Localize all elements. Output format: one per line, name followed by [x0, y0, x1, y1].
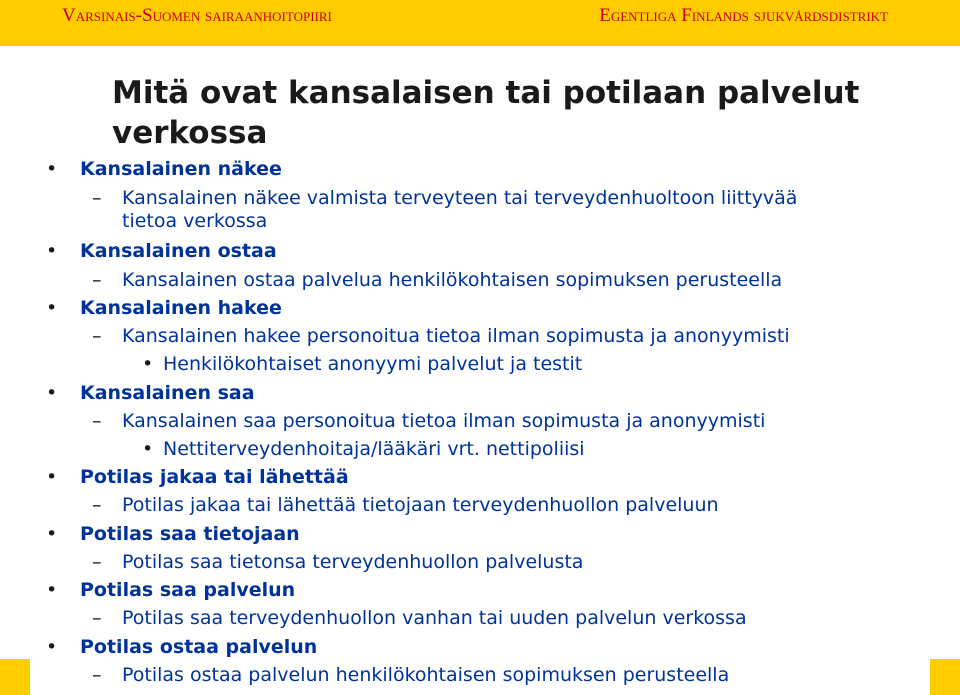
- bullet-level-1-text: Kansalainen ostaa: [80, 240, 277, 262]
- corner-decoration-right: [930, 659, 960, 695]
- bullet-marker: •: [46, 240, 58, 262]
- bullet-level-2-text: Potilas saa terveydenhuollon vanhan tai uuden palvelun verkossa: [122, 607, 747, 629]
- bullet-marker: •: [46, 466, 58, 488]
- bullet-level-1-text: Potilas saa tietojaan: [80, 523, 300, 545]
- dash-marker: –: [92, 269, 102, 291]
- bullet-level-2-text: Potilas saa tietonsa terveydenhuollon palvelusta: [122, 551, 584, 573]
- slide-title: Mitä ovat kansalaisen tai potilaan palvelut verkossa: [112, 75, 860, 151]
- dash-marker: –: [92, 664, 102, 686]
- bullet-level-1-text: Potilas saa palvelun: [80, 579, 296, 601]
- bullet-level-2-text: tietoa verkossa: [122, 210, 268, 232]
- bullet-level-1-text: Potilas ostaa palvelun: [80, 636, 318, 658]
- dash-marker: –: [92, 551, 102, 573]
- bullet-marker: •: [46, 636, 58, 658]
- bullet-level-2-text: Potilas jakaa tai lähettää tietojaan terveydenhuollon palveluun: [122, 494, 719, 516]
- dash-marker: –: [92, 494, 102, 516]
- header-organization-sv: Egentliga Finlands sjukvårdsdistrikt: [599, 5, 888, 26]
- bullet-level-2-text: Potilas ostaa palvelun henkilökohtaisen sopimuksen perusteella: [122, 664, 730, 686]
- bullet-marker: •: [46, 158, 58, 180]
- corner-decoration-left: [0, 659, 30, 695]
- bullet-level-2-text: Kansalainen saa personoitua tietoa ilman sopimusta ja anonyymisti: [122, 410, 766, 432]
- bullet-level-2-text: Kansalainen näkee valmista terveyteen tai terveydenhuoltoon liittyvää: [122, 187, 798, 209]
- bullet-level-1-text: Kansalainen näkee: [80, 158, 282, 180]
- bullet-marker: •: [142, 438, 154, 460]
- bullet-marker: •: [46, 297, 58, 319]
- dash-marker: –: [92, 325, 102, 347]
- bullet-marker: •: [46, 579, 58, 601]
- bullet-marker: •: [46, 523, 58, 545]
- slide-header-bar: [0, 0, 960, 46]
- bullet-level-1-text: Potilas jakaa tai lähettää: [80, 466, 349, 488]
- bullet-level-1-text: Kansalainen hakee: [80, 297, 282, 319]
- bullet-level-2-text: Kansalainen hakee personoitua tietoa ilman sopimusta ja anonyymisti: [122, 325, 790, 347]
- dash-marker: –: [92, 187, 102, 209]
- bullet-marker: •: [46, 382, 58, 404]
- bullet-level-3-text: Nettiterveydenhoitaja/lääkäri vrt. nettipoliisi: [163, 438, 585, 460]
- dash-marker: –: [92, 410, 102, 432]
- bullet-level-3-text: Henkilökohtaiset anonyymi palvelut ja testit: [163, 353, 583, 375]
- dash-marker: –: [92, 607, 102, 629]
- bullet-level-2-text: Kansalainen ostaa palvelua henkilökohtaisen sopimuksen perusteella: [122, 269, 783, 291]
- bullet-marker: •: [142, 353, 154, 375]
- header-organization-fi: Varsinais-Suomen sairaanhoitopiiri: [62, 5, 332, 26]
- bullet-level-1-text: Kansalainen saa: [80, 382, 255, 404]
